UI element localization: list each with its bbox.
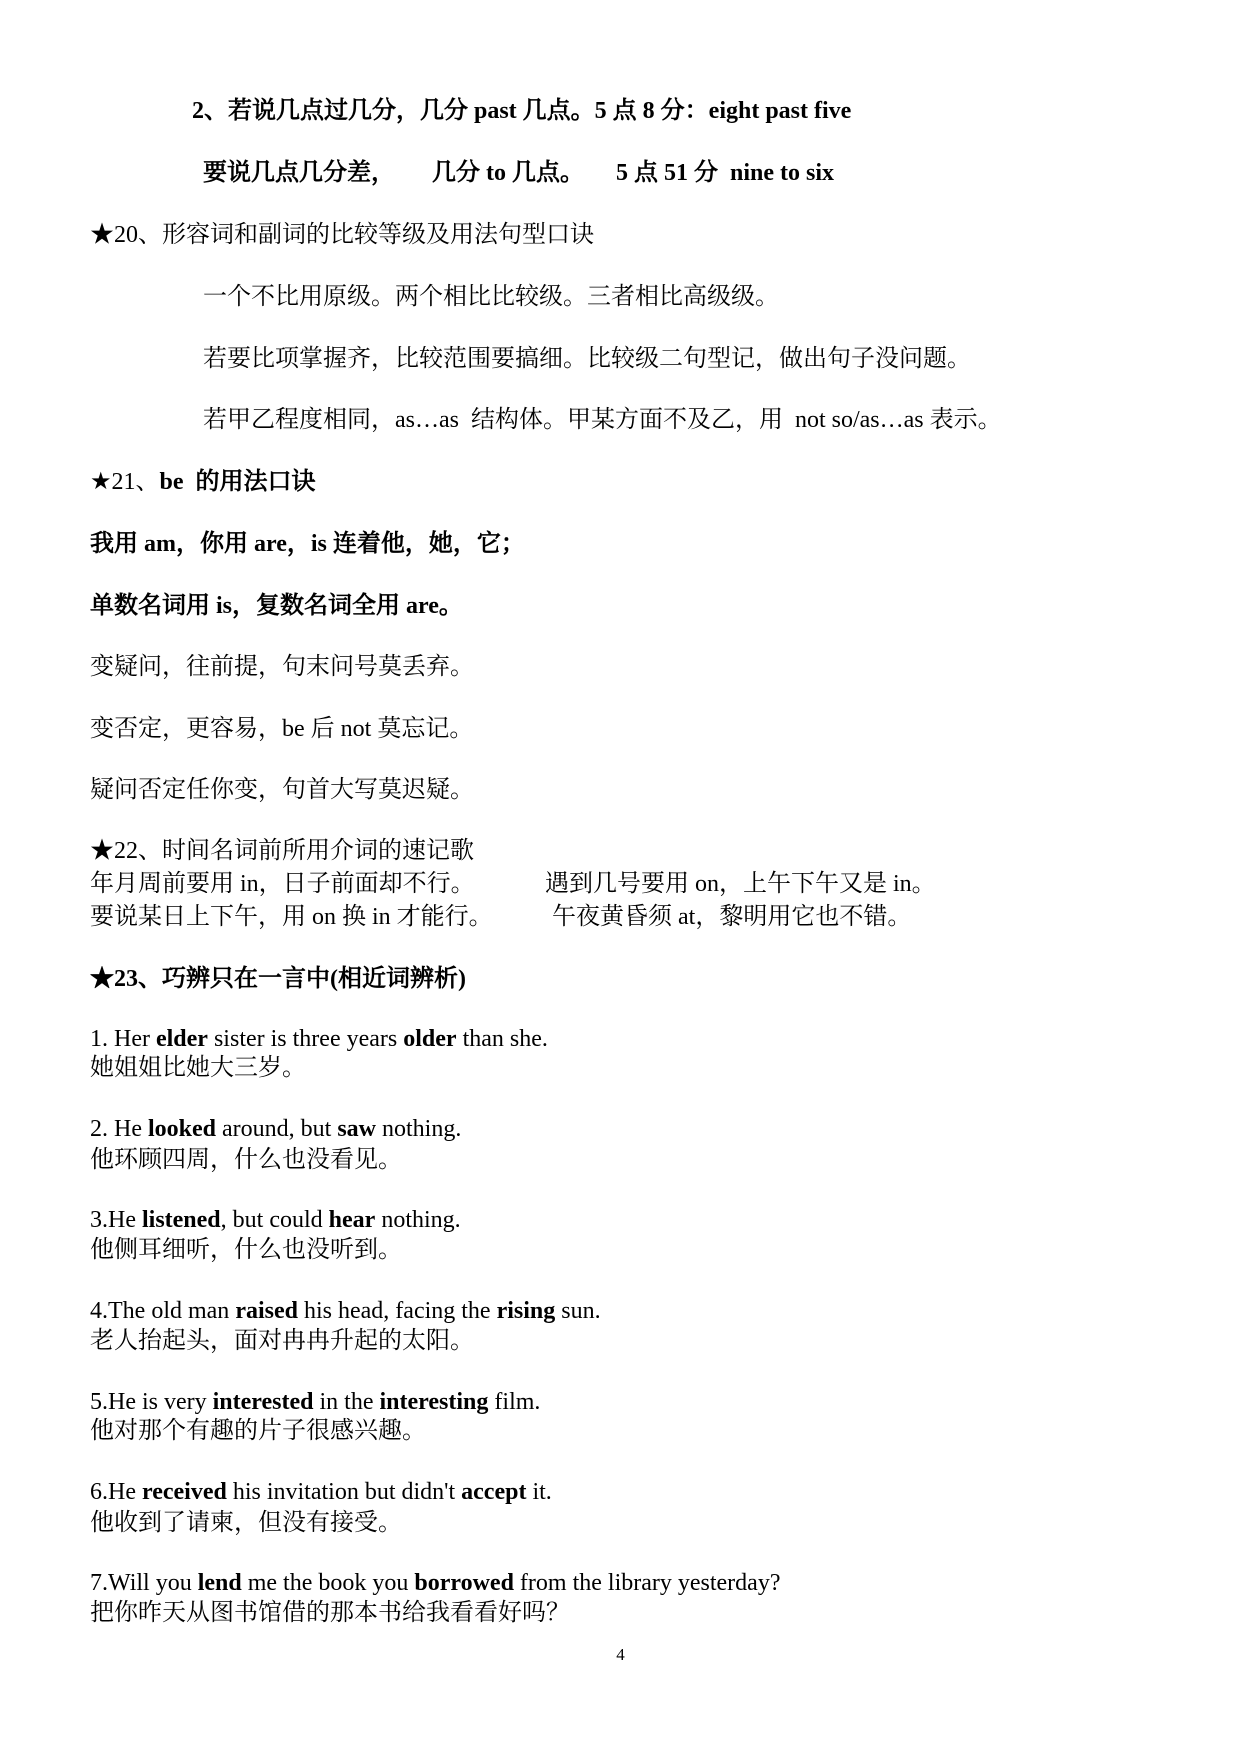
section-22-row-1-left: 年月周前要用 in，日子前面却不行。 xyxy=(90,871,475,897)
section-21-title: be 的用法口诀 xyxy=(159,469,316,495)
example-text: his head, facing the xyxy=(297,1298,497,1324)
example-keyword: received xyxy=(141,1479,227,1505)
example-text: 2. He xyxy=(90,1116,148,1142)
example-text: around, but xyxy=(216,1116,338,1142)
example-keyword: raised xyxy=(235,1298,298,1324)
time-rule-to xyxy=(203,158,1003,188)
time-rule-to-part2: 几分 to 几点。 xyxy=(432,160,584,186)
example-text: 3.He xyxy=(90,1207,142,1233)
section-20-line-2: 若要比项掌握齐，比较范围要搞细。比较级二句型记，做出句子没问题。 xyxy=(203,346,971,372)
example-keyword: borrowed xyxy=(414,1570,514,1596)
example-text: me the book you xyxy=(241,1570,415,1596)
section-22-row-1 xyxy=(90,869,1090,899)
example-text: in the xyxy=(313,1389,380,1415)
section-20-line-3: 若甲乙程度相同，as…as 结构体。甲某方面不及乙，用 not so/as…as 表示。 xyxy=(203,407,1002,433)
time-rule-to-part1: 要说几点几分差， xyxy=(203,160,395,186)
section-21-bold-line-1: 我用 am，你用 are，is 连着他，她，它； xyxy=(90,531,525,557)
example-6-chinese: 他收到了请柬，但没有接受。 xyxy=(90,1510,402,1536)
section-20-line-1: 一个不比用原级。两个相比比较级。三者相比高级级。 xyxy=(203,284,779,310)
example-keyword: accept xyxy=(461,1479,527,1505)
example-text: 4.The old man xyxy=(90,1298,236,1324)
example-keyword: saw xyxy=(337,1116,376,1142)
example-7-english xyxy=(90,1568,780,1598)
example-keyword: interesting xyxy=(379,1389,489,1415)
example-text: nothing. xyxy=(375,1116,462,1142)
section-21-heading xyxy=(90,467,316,497)
example-keyword: listened xyxy=(141,1207,221,1233)
section-22-heading: ★22、时间名词前所用介词的速记歌 xyxy=(90,838,474,864)
example-text: from the library yesterday? xyxy=(513,1570,781,1596)
example-keyword: rising xyxy=(496,1298,556,1324)
example-2-chinese: 他环顾四周，什么也没看见。 xyxy=(90,1147,402,1173)
section-23-heading: ★23、巧辨只在一言中(相近词辨析) xyxy=(90,966,466,992)
example-5-english xyxy=(90,1387,540,1417)
example-4-chinese: 老人抬起头，面对冉冉升起的太阳。 xyxy=(90,1328,474,1354)
example-text: sun. xyxy=(555,1298,601,1324)
example-7-chinese: 把你昨天从图书馆借的那本书给我看看好吗？ xyxy=(90,1600,570,1626)
section-21-bold-line-2: 单数名词用 is，复数名词全用 are。 xyxy=(90,593,463,619)
section-21-line-1: 变疑问，往前提，句末问号莫丢弃。 xyxy=(90,654,474,680)
example-text: his invitation but didn't xyxy=(226,1479,462,1505)
example-6-english xyxy=(90,1477,552,1507)
section-22-row-2-left: 要说某日上下午，用 on 换 in 才能行。 xyxy=(90,904,493,930)
example-text: film. xyxy=(488,1389,541,1415)
example-4-english xyxy=(90,1296,601,1326)
section-22-row-1-right: 遇到几号要用 on，上午下午又是 in。 xyxy=(545,871,936,897)
example-text: 5.He is very xyxy=(90,1389,213,1415)
example-3-english xyxy=(90,1205,461,1235)
example-3-chinese: 他侧耳细听，什么也没听到。 xyxy=(90,1237,402,1263)
section-20-heading: ★20、形容词和副词的比较等级及用法句型口诀 xyxy=(90,222,594,248)
section-21-number: ★21、 xyxy=(90,469,160,495)
example-keyword: looked xyxy=(147,1116,216,1142)
section-22-row-2 xyxy=(90,902,1090,932)
example-text: 1. Her xyxy=(90,1026,156,1052)
section-21-line-2: 变否定，更容易，be 后 not 莫忘记。 xyxy=(90,716,474,742)
example-keyword: interested xyxy=(212,1389,314,1415)
page-number: 4 xyxy=(616,1645,625,1664)
example-1-english xyxy=(90,1024,548,1054)
example-keyword: lend xyxy=(197,1570,242,1596)
example-1-chinese: 她姐姐比她大三岁。 xyxy=(90,1055,306,1081)
example-2-english xyxy=(90,1114,461,1144)
example-keyword: older xyxy=(403,1026,457,1052)
section-21-line-3: 疑问否定任你变，句首大写莫迟疑。 xyxy=(90,777,474,803)
example-text: nothing. xyxy=(375,1207,461,1233)
example-text: than she. xyxy=(456,1026,548,1052)
section-22-row-2-right: 午夜黄昏须 at，黎明用它也不错。 xyxy=(552,904,912,930)
example-text: it. xyxy=(526,1479,552,1505)
time-rule-past: 2、若说几点过几分，几分 past 几点。5 点 8 分：eight past five xyxy=(192,98,852,124)
example-text: 7.Will you xyxy=(90,1570,198,1596)
example-5-chinese: 他对那个有趣的片子很感兴趣。 xyxy=(90,1418,426,1444)
example-text: , but could xyxy=(220,1207,329,1233)
time-rule-to-part3: 5 点 51 分 nine to six xyxy=(616,160,835,186)
example-keyword: elder xyxy=(155,1026,208,1052)
example-text: 6.He xyxy=(90,1479,142,1505)
example-keyword: hear xyxy=(328,1207,376,1233)
example-text: sister is three years xyxy=(207,1026,404,1052)
